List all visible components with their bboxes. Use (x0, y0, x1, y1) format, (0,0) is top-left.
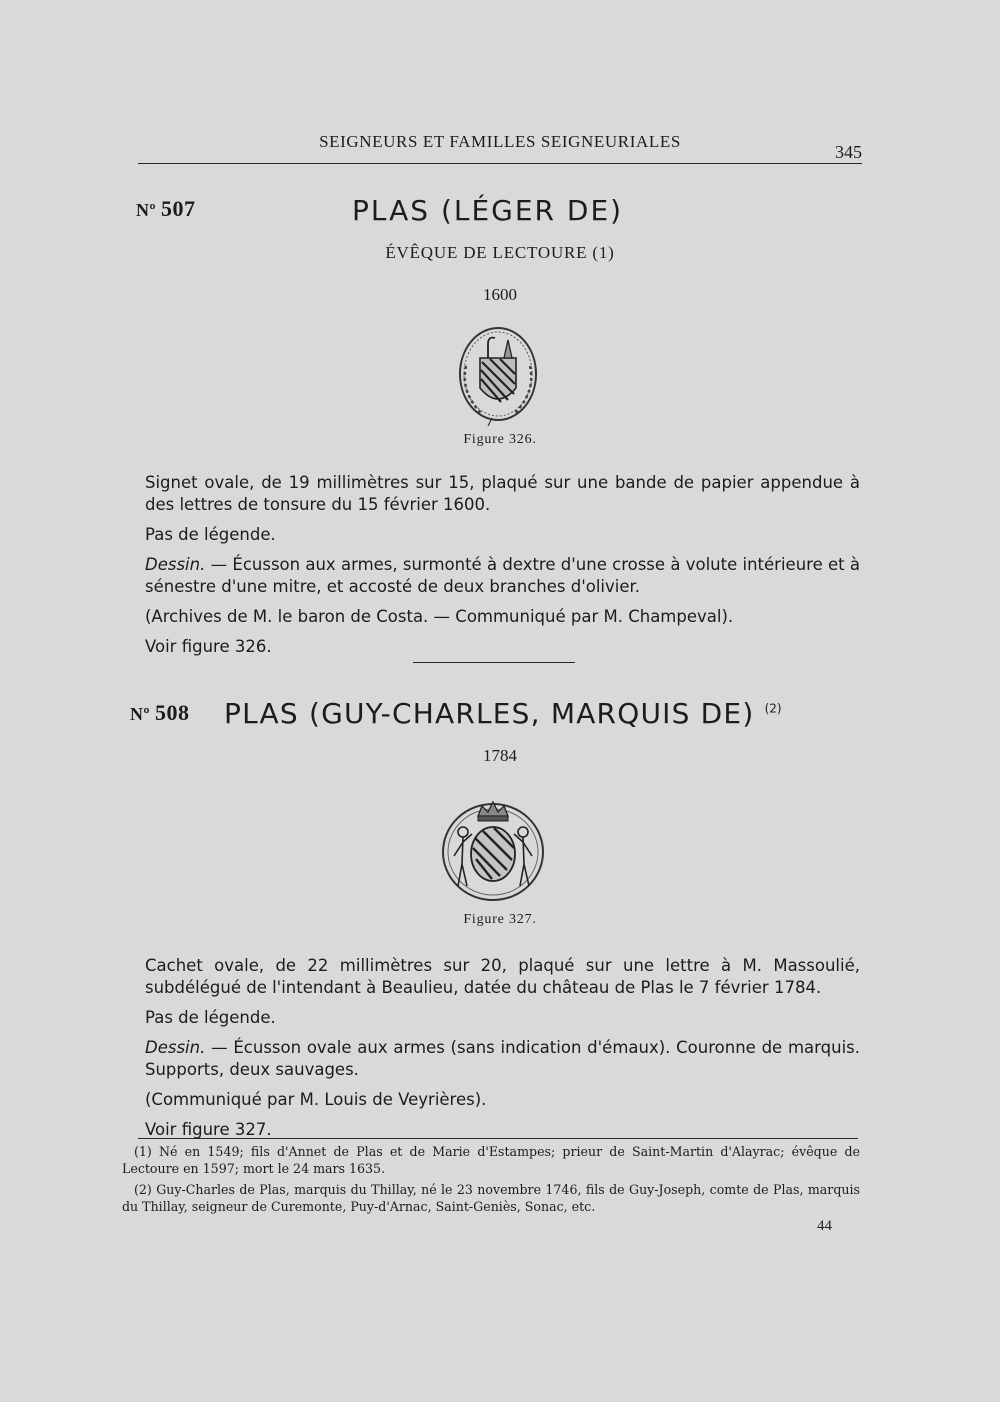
entry-number-prefix: Nº (136, 200, 156, 220)
paragraph-legend: Pas de légende. (145, 525, 276, 544)
footnote-1: (1) Né en 1549; fils d'Annet de Plas et de Marie d'Estampes; prieur de Saint-Martin d'Alayrac; évêque de Lectoure en 1597; mort le 24 mars 1635. (122, 1144, 860, 1176)
running-head: SEIGNEURS ET FAMILLES SEIGNEURIALES (319, 132, 681, 151)
entry-number-value: 508 (154, 700, 190, 725)
entry-507-text (145, 472, 860, 666)
entry-508-text (145, 955, 860, 1149)
signature-mark: 44 (817, 1218, 832, 1234)
figure-caption: Figure 327. (463, 912, 537, 927)
figure-caption: Figure 326. (463, 432, 537, 447)
entry-number-value: 507 (160, 196, 196, 221)
dessin-text: — Écusson ovale aux armes (sans indication d'émaux). Couronne de marquis. Supports, deux sauvages. (145, 1038, 860, 1079)
footnote-ref: (2) (764, 701, 782, 716)
paragraph-description: Signet ovale, de 19 millimètres sur 15, plaqué sur une bande de papier appendue à des lettres de tonsure du 15 février 1600. (145, 473, 860, 514)
paragraph-description: Cachet ovale, de 22 millimètres sur 20, plaqué sur une lettre à M. Massoulié, subdélégué de l'intendant à Beaulieu, datée du château de Plas le 7 février 1784. (145, 956, 860, 997)
entry-title (224, 697, 782, 730)
footnote-rule (138, 1138, 858, 1139)
dessin-label: Dessin. (145, 555, 206, 574)
entry-date: 1600 (483, 285, 517, 304)
entry-number (130, 700, 189, 726)
paragraph-dessin (145, 554, 860, 598)
section-divider (413, 662, 575, 663)
paragraph-legend: Pas de légende. (145, 1008, 276, 1027)
entry-title-text: PLAS (GUY-CHARLES, MARQUIS DE) (224, 697, 755, 730)
entry-number-prefix: Nº (130, 704, 150, 724)
entry-title: PLAS (LÉGER DE) (352, 194, 624, 227)
paragraph-dessin (145, 1037, 860, 1081)
entry-number (136, 196, 195, 222)
paragraph-see-figure: Voir figure 326. (145, 637, 272, 656)
paragraph-see-figure: Voir figure 327. (145, 1120, 272, 1139)
entry-subtitle: ÉVÊQUE DE LECTOURE (1) (385, 243, 615, 262)
entry-date: 1784 (483, 746, 517, 765)
paragraph-source: (Archives de M. le baron de Costa. — Communiqué par M. Champeval). (145, 607, 734, 626)
page-number: 345 (835, 142, 862, 162)
footnote-2: (2) Guy-Charles de Plas, marquis du Thillay, né le 23 novembre 1746, fils de Guy-Joseph, comte de Plas, marquis du Thillay, seigneur de Curemonte, Puy-d'Arnac, Saint-Geniès, Sonac, etc. (122, 1182, 860, 1214)
seal-figure-326 (452, 322, 544, 432)
seal-figure-327 (440, 794, 546, 902)
paragraph-source: (Communiqué par M. Louis de Veyrières). (145, 1090, 487, 1109)
dessin-text: — Écusson aux armes, surmonté à dextre d'une crosse à volute intérieure et à sénestre d'une mitre, et accosté de deux branches d'olivier. (145, 555, 860, 596)
footnotes (122, 1143, 860, 1219)
header-rule (138, 163, 862, 164)
dessin-label: Dessin. (145, 1038, 206, 1057)
